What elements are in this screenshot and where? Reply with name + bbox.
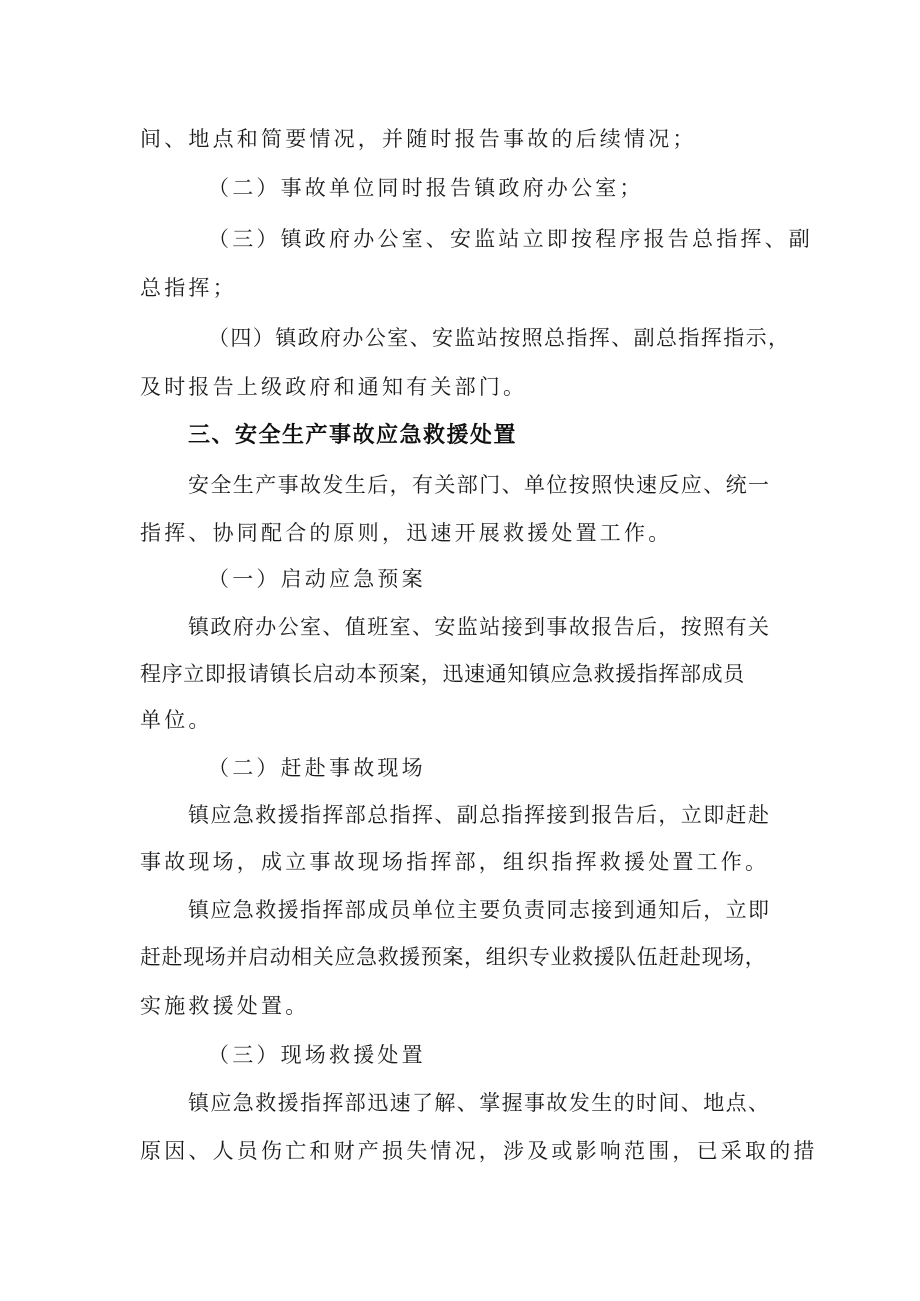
paragraph-line: 单位。 (140, 708, 213, 732)
paragraph-line: 实施救援处置。 (140, 994, 310, 1018)
list-item: （二）事故单位同时报告镇政府办公室； (208, 176, 644, 200)
paragraph-line: 镇应急救援指挥部迅速了解、掌握事故发生的时间、地点、 (188, 1091, 771, 1115)
list-item: （三）镇政府办公室、安监站立即按程序报告总指挥、副 (208, 227, 813, 251)
subheading: （一）启动应急预案 (208, 567, 426, 591)
subheading: （三）现场救援处置 (208, 1043, 426, 1067)
list-item: （四）镇政府办公室、安监站按照总指挥、副总指挥指示， (208, 326, 791, 350)
paragraph-line: 原因、人员伤亡和财产损失情况，涉及或影响范围，已采取的措 (140, 1139, 818, 1163)
paragraph-line: 镇政府办公室、值班室、安监站接到事故报告后，按照有关 (188, 615, 771, 639)
paragraph-line: 总指挥； (140, 276, 237, 300)
paragraph-line: 镇应急救援指挥部成员单位主要负责同志接到通知后，立即 (188, 898, 771, 922)
paragraph-line: 程序立即报请镇长启动本预案，迅速通知镇应急救援指挥部成员 (140, 662, 745, 686)
paragraph-line: 镇应急救援指挥部总指挥、副总指挥接到报告后，立即赶赴 (188, 803, 771, 827)
paragraph-line: 安全生产事故发生后，有关部门、单位按照快速反应、统一 (188, 473, 771, 497)
paragraph-line: 指挥、协同配合的原则，迅速开展救援处置工作。 (140, 521, 673, 545)
paragraph-line: 及时报告上级政府和通知有关部门。 (140, 375, 528, 399)
paragraph-line: 赶赴现场并启动相关应急救援预案，组织专业救援队伍赶赴现场， (140, 945, 767, 969)
paragraph-line: 间、地点和简要情况，并随时报告事故的后续情况； (140, 127, 697, 151)
subheading: （二）赶赴事故现场 (208, 756, 426, 780)
section-heading: 三、安全生产事故应急救援处置 (188, 423, 518, 448)
paragraph-line: 事故现场，成立事故现场指挥部，组织指挥救援处置工作。 (140, 850, 770, 874)
